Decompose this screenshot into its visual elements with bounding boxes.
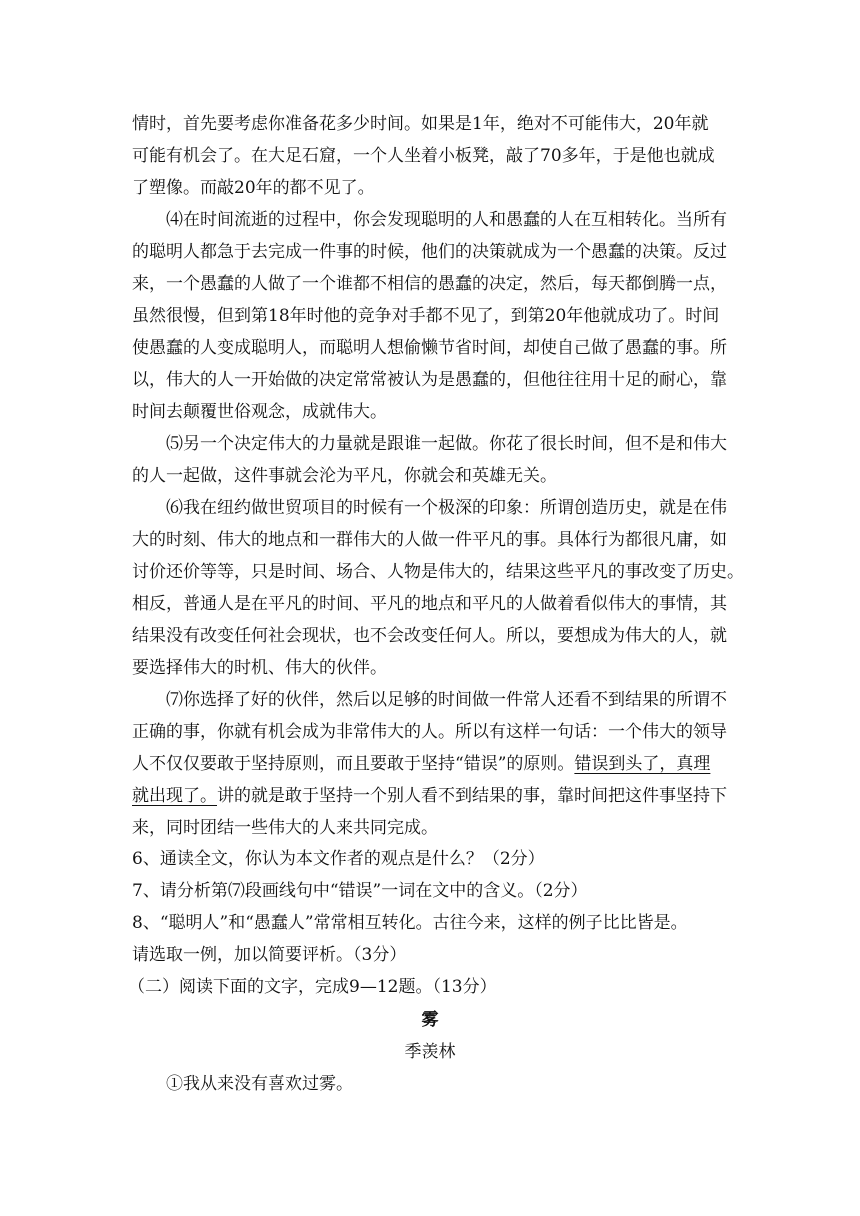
text-line: 以，伟大的人一开始做的决定常常被认为是愚蠢的，但他往往用十足的耐心，靠 — [132, 370, 727, 390]
text-line: 正确的事，你就有机会成为非常伟大的人。所以有这样一句话：一个伟大的领导 — [132, 722, 727, 742]
text-line: 相反，普通人是在平凡的时间、平凡的地点和平凡的人做着看似伟大的事情，其 — [132, 594, 727, 614]
article-title: 雾 — [421, 1010, 439, 1030]
text-line: 可能有机会了。在大足石窟，一个人坐着小板凳，敲了70多年，于是他也就成 — [132, 146, 715, 166]
text-line: 讨价还价等等，只是时间、场合、人物是伟大的，结果这些平凡的事改变了历史。 — [132, 562, 744, 582]
text-span: 讲的就是敢于坚持一个别人看不到结果的事，靠时间把这件事坚持下 — [217, 786, 727, 806]
text-line: 的人一起做，这件事就会沦为平凡，你就会和英雄无关。 — [132, 466, 557, 486]
text-line: 时间去颠覆世俗观念，成就伟大。 — [132, 402, 387, 422]
question-6: 6、通读全文，你认为本文作者的观点是什么？（2分） — [132, 849, 545, 869]
text-line: 大的时刻、伟大的地点和一群伟大的人做一件平凡的事。具体行为都很凡庸，如 — [132, 530, 727, 550]
text-line: 了塑像。而敲20年的都不见了。 — [132, 178, 375, 198]
paragraph-5-start: ⑸另一个决定伟大的力量就是跟谁一起做。你花了很长时间，但不是和伟大 — [166, 434, 727, 454]
text-line: 虽然很慢，但到第18年时他的竞争对手都不见了，到第20年他就成功了。时间 — [132, 306, 720, 326]
question-8: 8、“聪明人”和“愚蠢人”常常相互转化。古往今来，这样的例子比比皆是。 — [132, 913, 688, 933]
text-line: 结果没有改变任何社会现状，也不会改变任何人。所以，要想成为伟大的人，就 — [132, 626, 727, 646]
question-7: 7、请分析第⑺段画线句中“错误”一词在文中的含义。（2分） — [132, 881, 588, 901]
text-line: 来，同时团结一些伟大的人来共同完成。 — [132, 818, 438, 838]
article-first-paragraph: ①我从来没有喜欢过雾。 — [166, 1074, 353, 1094]
text-line — [132, 748, 732, 780]
paragraph-4-start: ⑷在时间流逝的过程中，你会发现聪明的人和愚蠢的人在互相转化。当所有 — [166, 210, 727, 230]
question-8-continued: 请选取一例，加以简要评析。（3分） — [132, 945, 407, 965]
section-heading: （二）阅读下面的文字，完成9—12题。（13分） — [128, 977, 497, 997]
text-line: 来，一个愚蠢的人做了一个谁都不相信的愚蠢的决定，然后，每天都倒腾一点， — [132, 274, 727, 294]
underlined-sentence-part-2: 就出现了。 — [132, 786, 217, 806]
article-author: 季羡林 — [404, 1042, 456, 1062]
text-line — [132, 780, 732, 812]
paragraph-7-start: ⑺你选择了好的伙伴，然后以足够的时间做一件常人还看不到结果的所谓不 — [166, 690, 727, 710]
text-line: 使愚蠢的人变成聪明人，而聪明人想偷懒节省时间，却使自己做了愚蠢的事。所 — [132, 338, 727, 358]
paragraph-6-start: ⑹我在纽约做世贸项目的时候有一个极深的印象：所谓创造历史，就是在伟 — [166, 498, 727, 518]
text-line: 情时，首先要考虑你准备花多少时间。如果是1年，绝对不可能伟大，20年就 — [132, 114, 709, 134]
text-line: 要选择伟大的时机、伟大的伙伴。 — [132, 658, 387, 678]
text-span: 人不仅仅要敢于坚持原则，而且要敢于坚持“错误”的原则。 — [132, 754, 575, 774]
text-line: 的聪明人都急于去完成一件事的时候，他们的决策就成为一个愚蠢的决策。反过 — [132, 242, 727, 262]
underlined-sentence-part-1: 错误到头了，真理 — [574, 754, 711, 774]
